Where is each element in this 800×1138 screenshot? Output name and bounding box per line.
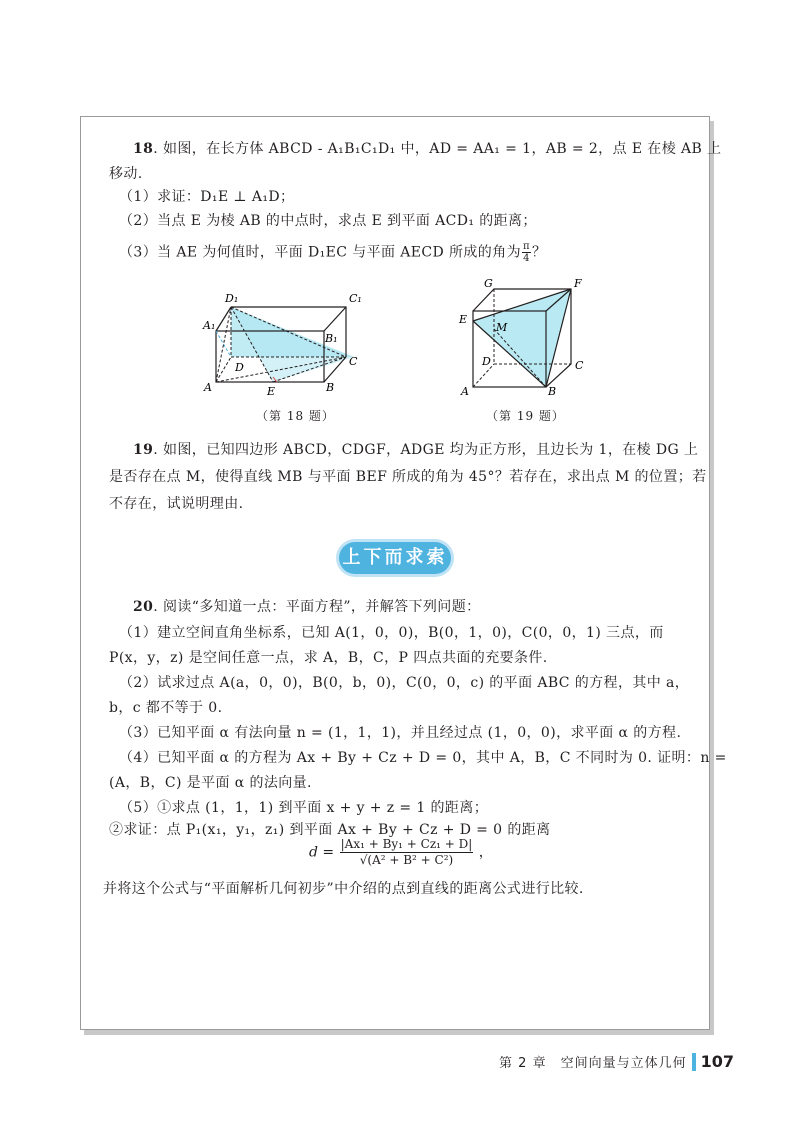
q19-text-3: 不存在，试说明理由. (109, 496, 244, 512)
chapter-title: 第 2 章 空间向量与立体几何 (499, 1056, 687, 1071)
label-m: M (496, 321, 508, 334)
q18-part-2: （2）当点 E 为棱 AB 的中点时，求点 E 到平面 ACD₁ 的距离； (119, 213, 537, 229)
label-a: A (461, 385, 469, 397)
label-d: D (482, 355, 491, 368)
q18-part-3-end: ？ (531, 244, 547, 261)
page-frame (80, 116, 727, 1030)
q20-part-4a: （4）已知平面 α 的方程为 Ax + By + Cz + D = 0，其中 A，B，C 不同时为 0. 证明：n = (119, 750, 727, 766)
formula-tail: ， (478, 844, 493, 861)
q18-part-1: （1）求证：D₁E ⊥ A₁D； (119, 189, 295, 205)
q20-intro: . 阅读“多知道一点：平面方程”，并解答下列问题： (153, 599, 481, 615)
formula-lhs: d = (309, 844, 335, 861)
pi-over-4-fraction (522, 241, 531, 264)
label-b: B (326, 381, 335, 394)
label-c: C (349, 355, 358, 368)
formula-denominator: √(A² + B² + C²) (359, 853, 454, 867)
page-content (81, 117, 727, 1029)
q18-part-3 (119, 241, 546, 264)
q19-number: 19 (133, 442, 154, 458)
distance-formula (309, 837, 493, 868)
q19-line-1 (133, 440, 698, 460)
q20-number: 20 (133, 599, 154, 615)
q20-line-1 (133, 597, 481, 617)
label-e: E (267, 385, 276, 397)
footer-divider (692, 1053, 696, 1071)
q18-number: 18 (133, 141, 154, 157)
figure-19-cube (456, 279, 586, 397)
fraction-numerator: π (522, 241, 530, 252)
q20-part-4b: (A，B，C) 是平面 α 的法向量. (109, 775, 312, 791)
section-banner (339, 542, 451, 574)
label-c1: C₁ (349, 292, 362, 305)
formula-fraction (340, 837, 474, 868)
label-a: A (204, 381, 212, 394)
page-footer (499, 1052, 734, 1071)
label-g: G (484, 279, 493, 290)
label-f: F (574, 279, 582, 290)
q20-closing: 并将这个公式与“平面解析几何初步”中介绍的点到直线的距离公式进行比较. (103, 881, 584, 897)
q20-part-5b: ②求证：点 P₁(x₁，y₁，z₁) 到平面 Ax + By + Cz + D = 0 的距离 (109, 822, 551, 838)
fraction-denominator: 4 (523, 253, 530, 264)
shaded-triangle-bef (473, 289, 571, 387)
label-c: C (575, 359, 584, 372)
formula-numerator: |Ax₁ + By₁ + Cz₁ + D| (340, 837, 473, 851)
figure-18-caption: （第 18 题） (256, 409, 335, 423)
page-number: 107 (700, 1052, 734, 1071)
q20-part-5a: （5）①求点 (1，1，1) 到平面 x + y + z = 1 的距离； (119, 800, 489, 816)
q20-part-1a: （1）建立空间直角坐标系，已知 A(1，0，0)，B(0，1，0)，C(0，0，1) 三点，而 (119, 625, 664, 641)
label-b: B (548, 385, 557, 397)
q20-part-2a: （2）试求过点 A(a，0，0)，B(0，b，0)，C(0，0，c) 的平面 ABC 的方程，其中 a， (119, 675, 690, 691)
label-d: D (235, 361, 244, 374)
q19-text-1: . 如图，已知四边形 ABCD，CDGF，ADGE 均为正方形，且边长为 1，在棱 DG 上 (153, 442, 699, 458)
q18-text-2: 移动. (109, 166, 143, 182)
label-b1: B₁ (325, 332, 338, 345)
q20-part-2b: b，c 都不等于 0. (109, 700, 223, 716)
q19-text-2: 是否存在点 M，使得直线 MB 与平面 BEF 所成的角为 45°？若存在，求出点 M 的位置；若 (109, 469, 707, 485)
q18-text-1: . 如图，在长方体 ABCD - A₁B₁C₁D₁ 中，AD = AA₁ = 1，AB = 2，点 E 在棱 AB 上 (153, 141, 722, 157)
label-a1: A₁ (203, 319, 216, 332)
q18-line-1 (133, 139, 721, 159)
label-e: E (459, 313, 468, 326)
banner-label: 上下而求索 (342, 547, 448, 568)
q18-part-3-text: （3）当 AE 为何值时，平面 D₁EC 与平面 AECD 所成的角为 (119, 244, 521, 261)
figure-19-caption: （第 19 题） (486, 409, 565, 423)
q20-part-3: （3）已知平面 α 有法向量 n = (1，1，1)，并且经过点 (1，0，0)，求平面 α 的方程. (119, 725, 682, 741)
label-d1: D₁ (225, 292, 239, 305)
figure-18-cuboid (201, 287, 371, 397)
q20-part-1b: P(x，y，z) 是空间任意一点，求 A，B，C，P 四点共面的充要条件. (109, 650, 548, 666)
